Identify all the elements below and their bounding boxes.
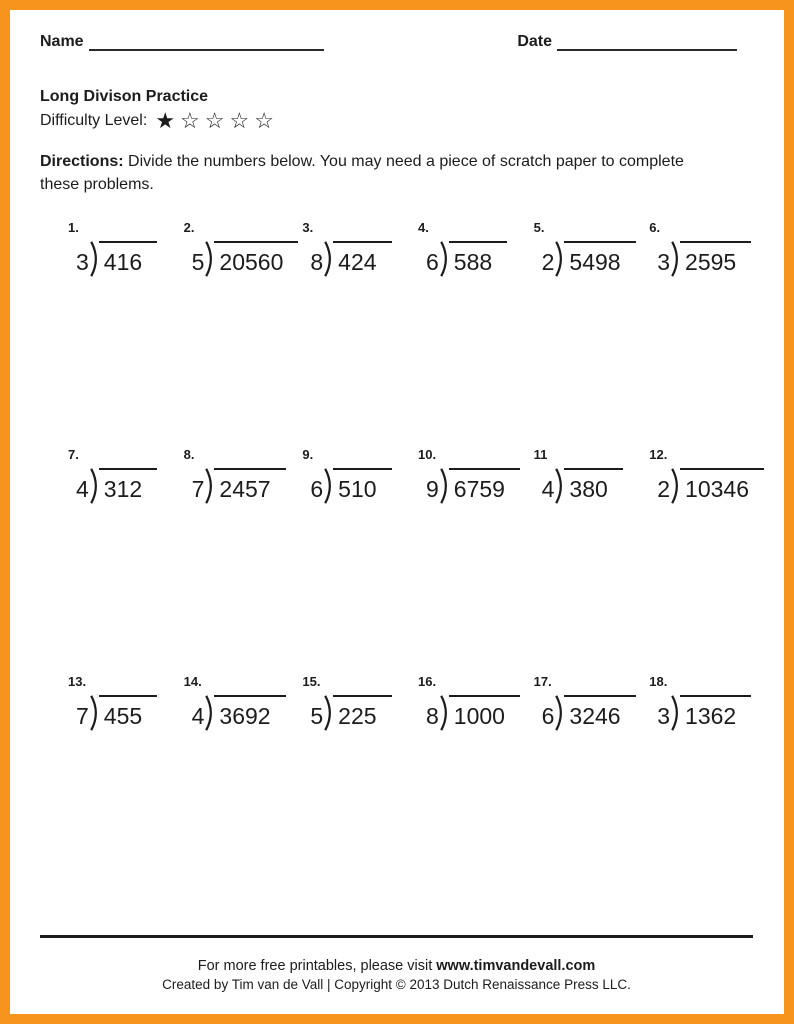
division-problem xyxy=(64,220,180,277)
dividend: 10346 xyxy=(680,468,764,503)
division-problem xyxy=(645,220,764,277)
problem-number: 12. xyxy=(649,447,668,462)
division-expression xyxy=(426,468,530,504)
dividend: 3246 xyxy=(564,695,635,730)
problem-number: 6. xyxy=(649,220,661,235)
problem-number: 11 xyxy=(533,447,548,462)
problem-number: 17. xyxy=(533,674,552,689)
division-expression xyxy=(426,695,530,731)
division-expression xyxy=(657,241,764,277)
footer-promo-prefix: For more free printables, please visit xyxy=(197,958,437,974)
dividend: 588 xyxy=(449,241,507,276)
page-title: Long Divison Practice xyxy=(40,88,209,105)
difficulty-row xyxy=(40,110,279,132)
division-expression xyxy=(310,695,414,731)
division-problem xyxy=(414,220,530,277)
dividend: 424 xyxy=(333,241,391,276)
dividend: 20560 xyxy=(214,241,298,276)
dividend: 3692 xyxy=(214,695,285,730)
divisor: 3 xyxy=(657,703,671,729)
division-expression xyxy=(192,468,299,504)
dividend: 455 xyxy=(99,695,157,730)
dividend: 1362 xyxy=(680,695,751,730)
footer xyxy=(40,935,753,992)
division-expression xyxy=(657,468,764,504)
date-label: Date xyxy=(517,33,552,50)
division-problem xyxy=(180,220,299,277)
footer-website-url: www.timvandevall.com xyxy=(436,958,596,974)
footer-divider xyxy=(40,935,753,938)
name-field-group xyxy=(40,32,324,51)
division-problem xyxy=(414,447,530,504)
header-row xyxy=(40,32,737,51)
divisor: 6 xyxy=(310,476,324,502)
name-fill-line xyxy=(89,32,324,51)
divisor: 4 xyxy=(541,476,555,502)
problem-number: 18. xyxy=(649,674,668,689)
division-problem xyxy=(298,220,414,277)
problem-number: 3. xyxy=(302,220,314,235)
division-problem xyxy=(414,674,530,731)
division-expression xyxy=(426,241,530,277)
dividend: 312 xyxy=(99,468,157,503)
divisor: 9 xyxy=(426,476,439,502)
directions-text: Divide the numbers below. You may need a piece of scratch paper to complete these problems. xyxy=(40,153,684,194)
divisor: 6 xyxy=(541,703,555,729)
division-expression xyxy=(76,241,180,277)
problem-number: 8. xyxy=(183,447,195,462)
dividend: 6759 xyxy=(449,468,520,503)
division-expression xyxy=(76,695,180,731)
division-expression xyxy=(310,241,414,277)
division-problem xyxy=(298,447,414,504)
divisor: 8 xyxy=(310,249,324,275)
problem-number: 2. xyxy=(183,220,195,235)
dividend: 380 xyxy=(564,468,622,503)
divisor: 5 xyxy=(310,703,324,729)
division-problem xyxy=(180,674,299,731)
problem-number: 7. xyxy=(68,447,79,462)
divisor: 4 xyxy=(191,703,205,729)
name-label: Name xyxy=(40,33,84,50)
date-fill-line xyxy=(557,32,737,51)
division-expression xyxy=(192,695,299,731)
divisor: 2 xyxy=(541,249,555,275)
divisor: 3 xyxy=(657,249,671,275)
division-problem xyxy=(64,674,180,731)
problem-number: 16. xyxy=(418,674,437,689)
division-problem xyxy=(530,447,646,504)
division-problem xyxy=(180,447,299,504)
problem-number: 9. xyxy=(302,447,314,462)
divisor: 7 xyxy=(191,476,205,502)
problem-number: 15. xyxy=(302,674,321,689)
division-problem xyxy=(64,447,180,504)
date-field-group xyxy=(517,32,737,51)
directions-label: Directions: xyxy=(40,153,124,170)
title-block xyxy=(40,88,279,132)
division-problem xyxy=(298,674,414,731)
division-expression xyxy=(542,468,646,504)
division-problem xyxy=(530,220,646,277)
divisor: 5 xyxy=(191,249,205,275)
dividend: 1000 xyxy=(449,695,520,730)
dividend: 5498 xyxy=(564,241,635,276)
division-expression xyxy=(542,695,646,731)
divisor: 8 xyxy=(426,703,439,729)
problem-number: 4. xyxy=(418,220,429,235)
divisor: 6 xyxy=(426,249,439,275)
problem-number: 5. xyxy=(533,220,545,235)
divisor: 7 xyxy=(76,703,89,729)
division-problem xyxy=(645,674,764,731)
problem-number: 14. xyxy=(183,674,202,689)
footer-copyright-text: Created by Tim van de Vall | Copyright © 2013 Dutch Renaissance Press LLC. xyxy=(162,977,631,992)
directions xyxy=(40,150,705,196)
problems-grid xyxy=(64,220,764,731)
dividend: 416 xyxy=(99,241,157,276)
dividend: 2595 xyxy=(680,241,751,276)
dividend: 225 xyxy=(333,695,391,730)
problem-number: 10. xyxy=(418,447,437,462)
dividend: 2457 xyxy=(214,468,285,503)
divisor: 3 xyxy=(76,249,89,275)
footer-promo-text xyxy=(40,958,753,974)
difficulty-label: Difficulty Level: xyxy=(40,112,148,129)
division-expression xyxy=(542,241,646,277)
dividend: 510 xyxy=(333,468,391,503)
problem-number: 13. xyxy=(68,674,87,689)
division-problem xyxy=(530,674,646,731)
problem-number: 1. xyxy=(68,220,79,235)
division-expression xyxy=(192,241,299,277)
division-problem xyxy=(645,447,764,504)
division-expression xyxy=(310,468,414,504)
divisor: 2 xyxy=(657,476,671,502)
division-expression xyxy=(76,468,180,504)
division-expression xyxy=(657,695,764,731)
divisor: 4 xyxy=(76,476,89,502)
difficulty-stars: ★☆☆☆☆ xyxy=(155,108,279,133)
